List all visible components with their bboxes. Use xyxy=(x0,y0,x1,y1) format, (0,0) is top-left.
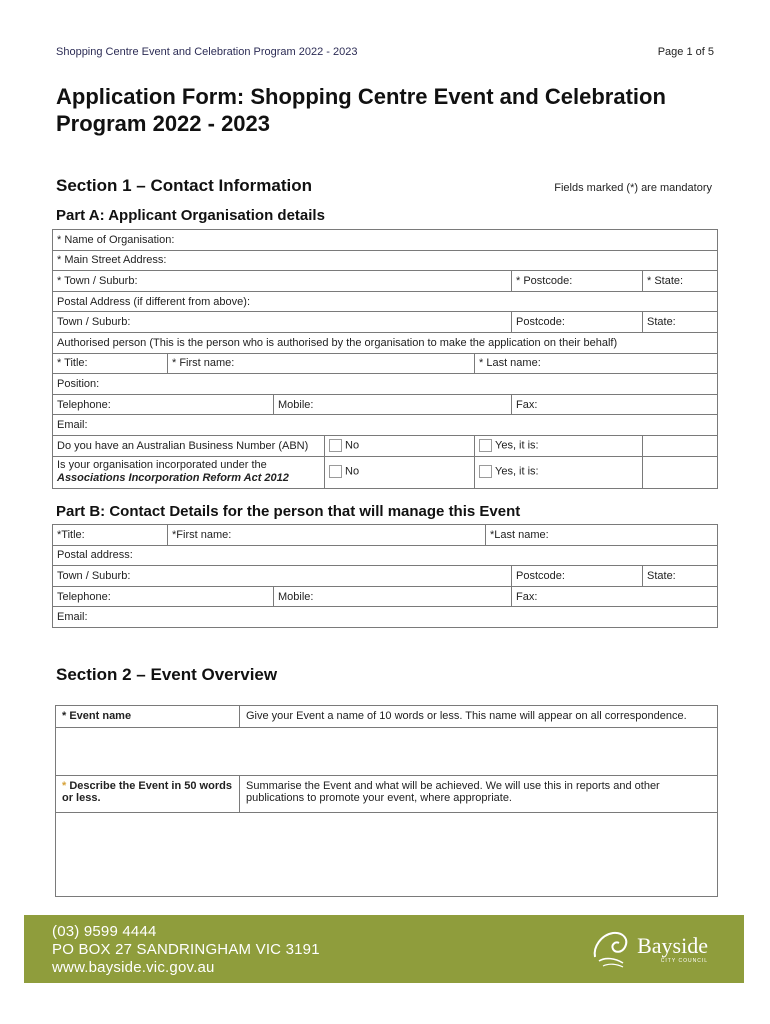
footer-phone: (03) 9599 4444 xyxy=(52,923,157,940)
abn-no-label: No xyxy=(345,439,360,452)
describe-label-text: Describe the Event in 50 words or less. xyxy=(62,780,232,804)
incorporated-question-text: Is your organisation incorporated under the xyxy=(57,459,267,472)
b-telephone-field[interactable]: Telephone: xyxy=(53,586,274,607)
b-title-field[interactable]: *Title: xyxy=(53,525,168,546)
partB-table xyxy=(52,524,718,628)
abn-yes-label: Yes, it is: xyxy=(495,439,539,452)
header-doc-title: Shopping Centre Event and Celebration Program 2022 - 2023 xyxy=(56,46,358,58)
inc-number-field[interactable] xyxy=(643,456,718,488)
email-field[interactable]: Email: xyxy=(53,415,718,436)
position-field[interactable]: Position: xyxy=(53,374,718,395)
b-last-name-field[interactable]: *Last name: xyxy=(486,525,718,546)
b-state-field[interactable]: State: xyxy=(643,566,718,587)
abn-number-field[interactable] xyxy=(643,435,718,456)
act-name-part2: Incorporation Reform Act 2012 xyxy=(128,472,289,485)
describe-star: * xyxy=(62,780,67,792)
mobile-field[interactable]: Mobile: xyxy=(274,394,512,415)
authorised-person-label: Authorised person (This is the person who is authorised by the organisation to make the application on their behalf) xyxy=(53,332,718,353)
town-field[interactable]: * Town / Suburb: xyxy=(53,271,512,292)
bayside-logo xyxy=(589,927,708,971)
abn-no-option[interactable] xyxy=(325,435,475,456)
partB-heading: Part B: Contact Details for the person that will manage this Event xyxy=(56,503,521,520)
section2-heading: Section 2 – Event Overview xyxy=(56,665,278,684)
b-email-field[interactable]: Email: xyxy=(53,607,718,628)
abn-question: Do you have an Australian Business Number (ABN) xyxy=(53,435,325,456)
partA-table xyxy=(52,229,718,489)
first-name-field[interactable]: * First name: xyxy=(168,353,475,374)
postal-town-field[interactable]: Town / Suburb: xyxy=(53,312,512,333)
abn-yes-checkbox[interactable] xyxy=(479,439,492,452)
fax-field[interactable]: Fax: xyxy=(512,394,718,415)
partA-heading: Part A: Applicant Organisation details xyxy=(56,207,325,224)
event-name-hint: Give your Event a name of 10 words or less. This name will appear on all correspondence. xyxy=(240,706,718,728)
form-title-line2: Program 2022 - 2023 xyxy=(56,111,271,136)
mandatory-note: Fields marked (*) are mandatory xyxy=(554,182,712,194)
b-mobile-field[interactable]: Mobile: xyxy=(274,586,512,607)
inc-no-option[interactable] xyxy=(325,456,475,488)
inc-no-checkbox[interactable] xyxy=(329,465,342,478)
logo-subtitle: CITY COUNCIL xyxy=(660,957,708,964)
org-name-field[interactable]: * Name of Organisation: xyxy=(53,230,718,251)
event-name-label: * Event name xyxy=(56,706,240,728)
b-town-field[interactable]: Town / Suburb: xyxy=(53,566,512,587)
inc-yes-checkbox[interactable] xyxy=(479,465,492,478)
describe-event-hint: Summarise the Event and what will be achieved. We will use this in reports and other publications to promote your event, where appropriate. xyxy=(240,776,718,813)
event-name-input[interactable] xyxy=(56,728,718,776)
b-postal-address-field[interactable]: Postal address: xyxy=(53,545,718,566)
state-field[interactable]: * State: xyxy=(643,271,718,292)
footer-contact xyxy=(52,923,320,977)
b-postcode-field[interactable]: Postcode: xyxy=(512,566,643,587)
postal-address-field[interactable]: Postal Address (if different from above): xyxy=(53,291,718,312)
last-name-field[interactable]: * Last name: xyxy=(475,353,718,374)
b-fax-field[interactable]: Fax: xyxy=(512,586,718,607)
title-field[interactable]: * Title: xyxy=(53,353,168,374)
form-title-line1: Application Form: Shopping Centre Event and Celebration xyxy=(56,84,666,109)
postal-postcode-field[interactable]: Postcode: xyxy=(512,312,643,333)
page-number: Page 1 of 5 xyxy=(657,46,714,58)
inc-yes-option[interactable] xyxy=(475,456,643,488)
shell-icon xyxy=(589,927,633,971)
footer-address: PO BOX 27 SANDRINGHAM VIC 3191 xyxy=(52,941,320,958)
telephone-field[interactable]: Telephone: xyxy=(53,394,274,415)
abn-yes-option[interactable] xyxy=(475,435,643,456)
form-title xyxy=(56,83,726,137)
inc-yes-label: Yes, it is: xyxy=(495,465,539,478)
running-header xyxy=(56,46,714,58)
abn-no-checkbox[interactable] xyxy=(329,439,342,452)
act-name-part1: Associations xyxy=(57,472,126,485)
incorporated-question xyxy=(53,456,325,488)
event-overview-table xyxy=(55,705,718,897)
inc-no-label: No xyxy=(345,465,360,478)
street-address-field[interactable]: * Main Street Address: xyxy=(53,250,718,271)
logo-name: Bayside xyxy=(637,932,708,958)
describe-event-label xyxy=(56,776,240,813)
postal-state-field[interactable]: State: xyxy=(643,312,718,333)
describe-event-input[interactable] xyxy=(56,813,718,897)
b-first-name-field[interactable]: *First name: xyxy=(168,525,486,546)
postcode-field[interactable]: * Postcode: xyxy=(512,271,643,292)
footer-website: www.bayside.vic.gov.au xyxy=(52,959,215,976)
footer-bar xyxy=(24,915,744,983)
section1-header xyxy=(56,176,712,196)
section1-heading: Section 1 – Contact Information xyxy=(56,176,312,195)
